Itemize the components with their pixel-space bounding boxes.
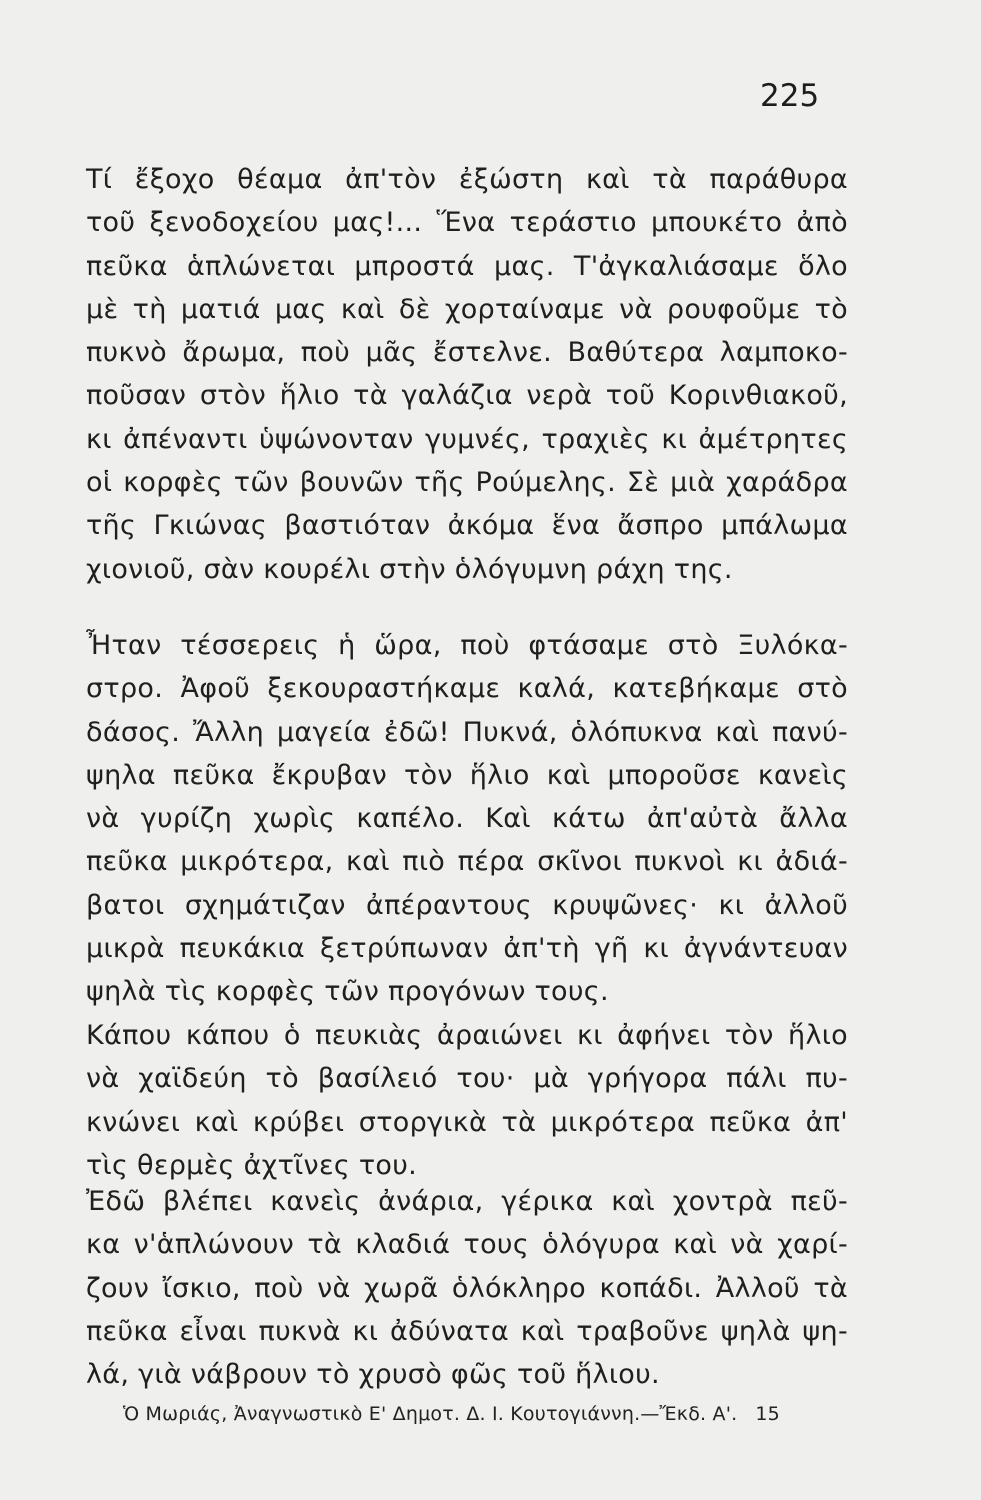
page-number: 225 xyxy=(760,78,820,114)
text-line: πεῦκα μικρότερα, καὶ πιὸ πέρα σκῖνοι πυκνοὶ κι ἀδιά- xyxy=(86,846,848,878)
text-line: χιονιοῦ, σὰν κουρέλι στὴν ὁλόγυμνη ράχη της. xyxy=(86,553,733,585)
text-line: τῆς Γκιώνας βαστιόταν ἀκόμα ἕνα ἄσπρο μπάλωμα xyxy=(86,510,848,542)
text-line: πεῦκα ἁπλώνεται μπροστά μας. Τ'ἀγκαλιάσαμε ὅλο xyxy=(86,250,848,282)
text-line: κνώνει καὶ κρύβει στοργικὰ τὰ μικρότερα πεῦκα ἀπ' xyxy=(86,1106,848,1138)
text-line: κα ν'ἁπλώνουν τὰ κλαδιά τους ὁλόγυρα καὶ νὰ χαρί- xyxy=(86,1229,848,1261)
text-line: πυκνὸ ἄρωμα, ποὺ μᾶς ἔστελνε. Βαθύτερα λαμποκο- xyxy=(86,337,848,369)
paragraph-3 xyxy=(86,1014,848,1187)
signature-mark: 15 xyxy=(755,1403,780,1425)
paragraph-1 xyxy=(86,158,848,591)
text-line: πεῦκα εἶναι πυκνὰ κι ἀδύνατα καὶ τραβοῦνε ψηλὰ ψη- xyxy=(86,1315,848,1347)
paragraph-4 xyxy=(86,1180,848,1396)
text-line: μὲ τὴ ματιά μας καὶ δὲ χορταίναμε νὰ ρουφοῦμε τὸ xyxy=(86,293,848,325)
text-line: Ἐδῶ βλέπει κανεὶς ἀνάρια, γέρικα καὶ χοντρὰ πεῦ- xyxy=(86,1186,848,1217)
text-line: οἱ κορφὲς τῶν βουνῶν τῆς Ρούμελης. Σὲ μιὰ χαράδρα xyxy=(86,467,848,499)
text-line: βατοι σχημάτιζαν ἀπέραντους κρυψῶνες· κι ἀλλοῦ xyxy=(86,889,848,921)
text-line: ποῦσαν στὸν ἥλιο τὰ γαλάζια νερὰ τοῦ Κορινθιακοῦ, xyxy=(86,380,848,412)
text-line: νὰ γυρίζη χωρὶς καπέλο. Καὶ κάτω ἀπ'αὐτὰ ἄλλα xyxy=(86,803,848,835)
footer-citation: Ὁ Μωριάς, Ἀναγνωστικὸ Ε' Δημοτ. Δ. Ι. Κουτογιάννη.—Ἔκδ. Α'. xyxy=(123,1403,738,1425)
text-line: ζουν ἴσκιο, ποὺ νὰ χωρᾶ ὁλόκληρο κοπάδι. Ἀλλοῦ τὰ xyxy=(86,1272,848,1304)
text-line: στρο. Ἀφοῦ ξεκουραστήκαμε καλά, κατεβήκαμε στὸ xyxy=(86,673,848,705)
footer xyxy=(123,1403,780,1425)
text-line: λά, γιὰ νάβρουν τὸ χρυσὸ φῶς τοῦ ἥλιου. xyxy=(86,1359,660,1391)
text-line: ψηλὰ τὶς κορφὲς τῶν προγόνων τους. xyxy=(86,976,609,1008)
text-line: νὰ χαϊδεύη τὸ βασίλειό του· μὰ γρήγορα πάλι πυ- xyxy=(86,1063,848,1095)
text-line: τοῦ ξενοδοχείου μας!... Ἕνα τεράστιο μπουκέτο ἀπὸ xyxy=(86,207,848,239)
paragraph-2 xyxy=(86,624,848,1014)
text-line: Κάπου κάπου ὁ πευκιὰς ἀραιώνει κι ἀφήνει τὸν ἥλιο xyxy=(86,1020,848,1051)
text-line: Ἦταν τέσσερεις ἡ ὥρα, ποὺ φτάσαμε στὸ Ξυλόκα- xyxy=(86,630,848,661)
text-line: κι ἀπέναντι ὑψώνονταν γυμνές, τραχιὲς κι ἀμέτρητες xyxy=(86,423,848,455)
text-line: τὶς θερμὲς ἀχτῖνες του. xyxy=(86,1149,418,1181)
text-line: ψηλα πεῦκα ἔκρυβαν τὸν ἥλιο καὶ μποροῦσε κανεὶς xyxy=(86,759,848,791)
text-line: δάσος. Ἄλλη μαγεία ἐδῶ! Πυκνά, ὁλόπυκνα καὶ πανύ- xyxy=(86,716,848,748)
text-line: μικρὰ πευκάκια ξετρύπωναν ἀπ'τὴ γῆ κι ἀγνάντευαν xyxy=(86,933,848,965)
text-line: Τί ἔξοχο θέαμα ἀπ'τὸν ἐξώστη καὶ τὰ παράθυρα xyxy=(86,164,848,195)
